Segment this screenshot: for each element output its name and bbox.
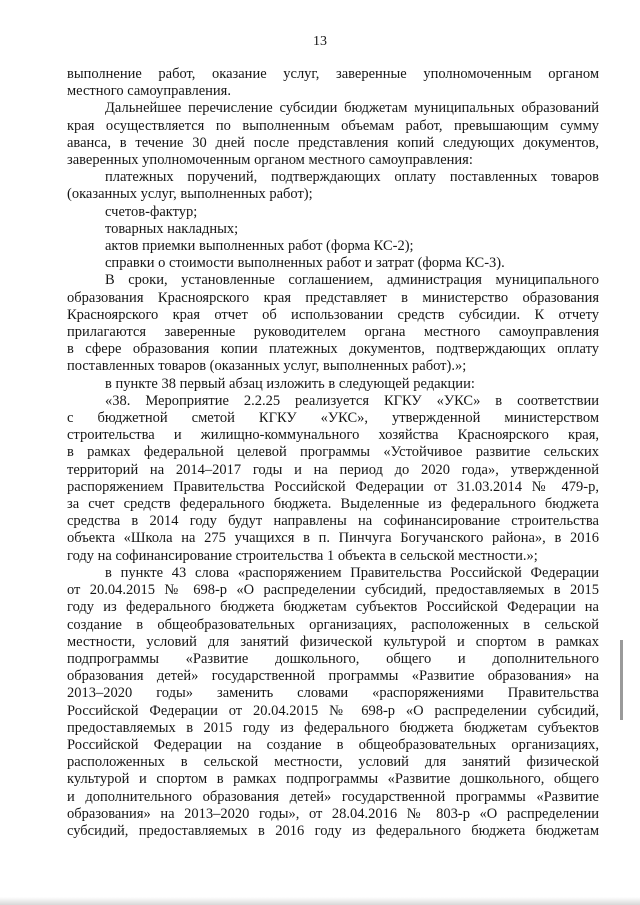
text-line: местности, условий для занятий физической культурой и спортом в рамках xyxy=(67,633,599,650)
text-line: объекта «Школа на 275 учащихся в п. Пинчуга Богучанского района», в 2016 xyxy=(67,530,599,547)
text-line: с бюджетной сметой КГКУ «УКС», утвержденной министерством xyxy=(67,410,599,427)
text-line: образования детей» государственной программы «Развитие образования» на xyxy=(67,668,599,685)
text-line: поставленных товаров (оказанных услуг, выполненных работ).»; xyxy=(67,358,467,375)
text-line: края осуществляется по выполненным объемам работ, превышающим сумму xyxy=(67,117,599,134)
text-line: Российской Федерации на создание в общеобразовательных организациях, xyxy=(67,736,599,753)
scan-bottom-edge xyxy=(0,897,640,905)
text-line: в пункте 38 первый абзац изложить в следующей редакции: xyxy=(105,375,475,392)
text-line: В сроки, установленные соглашением, администрация муниципального xyxy=(105,272,599,289)
document-body xyxy=(67,66,599,840)
text-line: образования» на 2013–2020 годы», от 28.04.2016 № 803-р «О распределении xyxy=(67,805,599,822)
text-line: территорий на 2014–2017 годы и на период до 2020 года», утвержденной xyxy=(67,461,599,478)
page-number: 13 xyxy=(313,34,327,49)
text-line: распоряжением Правительства Российской Федерации от 31.03.2014 № 479-р, xyxy=(67,478,599,495)
text-line: Российской Федерации от 20.04.2015 № 698-р «О распределении субсидий, xyxy=(67,702,599,719)
text-line: образования Красноярского края представляет в министерство образования xyxy=(67,289,599,306)
text-line: справки о стоимости выполненных работ и затрат (форма КС-3). xyxy=(105,255,505,272)
text-line: строительства и жилищно-коммунального хозяйства Красноярского края, xyxy=(67,427,599,444)
text-line: создание в общеобразовательных организациях, расположенных в сельской xyxy=(67,616,599,633)
scan-edge-mark xyxy=(620,640,623,720)
text-line: от 20.04.2015 № 698-р «О распределении субсидий, предоставляемых в 2015 xyxy=(67,582,599,599)
text-line: в сфере образования копии платежных документов, подтверждающих оплату xyxy=(67,341,599,358)
text-line: средства в 2014 году будут направлены на софинансирование строительства xyxy=(67,513,599,530)
text-line: «38. Мероприятие 2.2.25 реализуется КГКУ «УКС» в соответствии xyxy=(105,392,599,409)
text-line: за счет средств федерального бюджета. Выделенные из федерального бюджета xyxy=(67,496,599,513)
text-line: культурой и спортом в рамках подпрограммы «Развитие дошкольного, общего xyxy=(67,771,599,788)
text-line: году из федерального бюджета бюджетам субъектов Российской Федерации на xyxy=(67,599,599,616)
text-line: предоставляемых в 2015 году из федерального бюджета бюджетам субъектов xyxy=(67,719,599,736)
text-line: заверенных уполномоченным органом местного самоуправления: xyxy=(67,152,473,169)
text-line: субсидий, предоставляемых в 2016 году из федерального бюджета бюджетам xyxy=(67,822,599,839)
text-line: в пункте 43 слова «распоряжением Правительства Российской Федерации xyxy=(105,564,599,581)
text-line: актов приемки выполненных работ (форма КС-2); xyxy=(105,238,414,255)
text-line: платежных поручений, подтверждающих оплату поставленных товаров xyxy=(105,169,599,186)
text-line: подпрограммы «Развитие дошкольного, общего и дополнительного xyxy=(67,650,599,667)
text-line: аванса, в течение 30 дней после представления копий следующих документов, xyxy=(67,134,599,151)
text-line: 2013–2020 годы» заменить словами «распоряжениями Правительства xyxy=(67,685,599,702)
text-line: счетов-фактур; xyxy=(105,203,198,220)
text-line: и дополнительного образования детей» государственной программы «Развитие xyxy=(67,788,599,805)
text-line: Красноярского края отчет об использовании средств субсидии. К отчету xyxy=(67,306,599,323)
text-line: прилагаются заверенные руководителем органа местного самоуправления xyxy=(67,324,599,341)
text-line: расположенных в сельской местности, условий для занятий физической xyxy=(67,754,599,771)
text-line: в рамках федеральной целевой программы «Устойчивое развитие сельских xyxy=(67,444,599,461)
text-line: выполнение работ, оказание услуг, заверенные уполномоченным органом xyxy=(67,66,599,82)
text-line: товарных накладных; xyxy=(105,220,239,237)
text-line: (оказанных услуг, выполненных работ); xyxy=(67,186,313,203)
text-line: местного самоуправления. xyxy=(67,83,231,100)
text-line: году на софинансирование строительства 1 объекта в сельской местности.»; xyxy=(67,547,538,564)
text-line: Дальнейшее перечисление субсидии бюджетам муниципальных образований xyxy=(105,100,599,117)
